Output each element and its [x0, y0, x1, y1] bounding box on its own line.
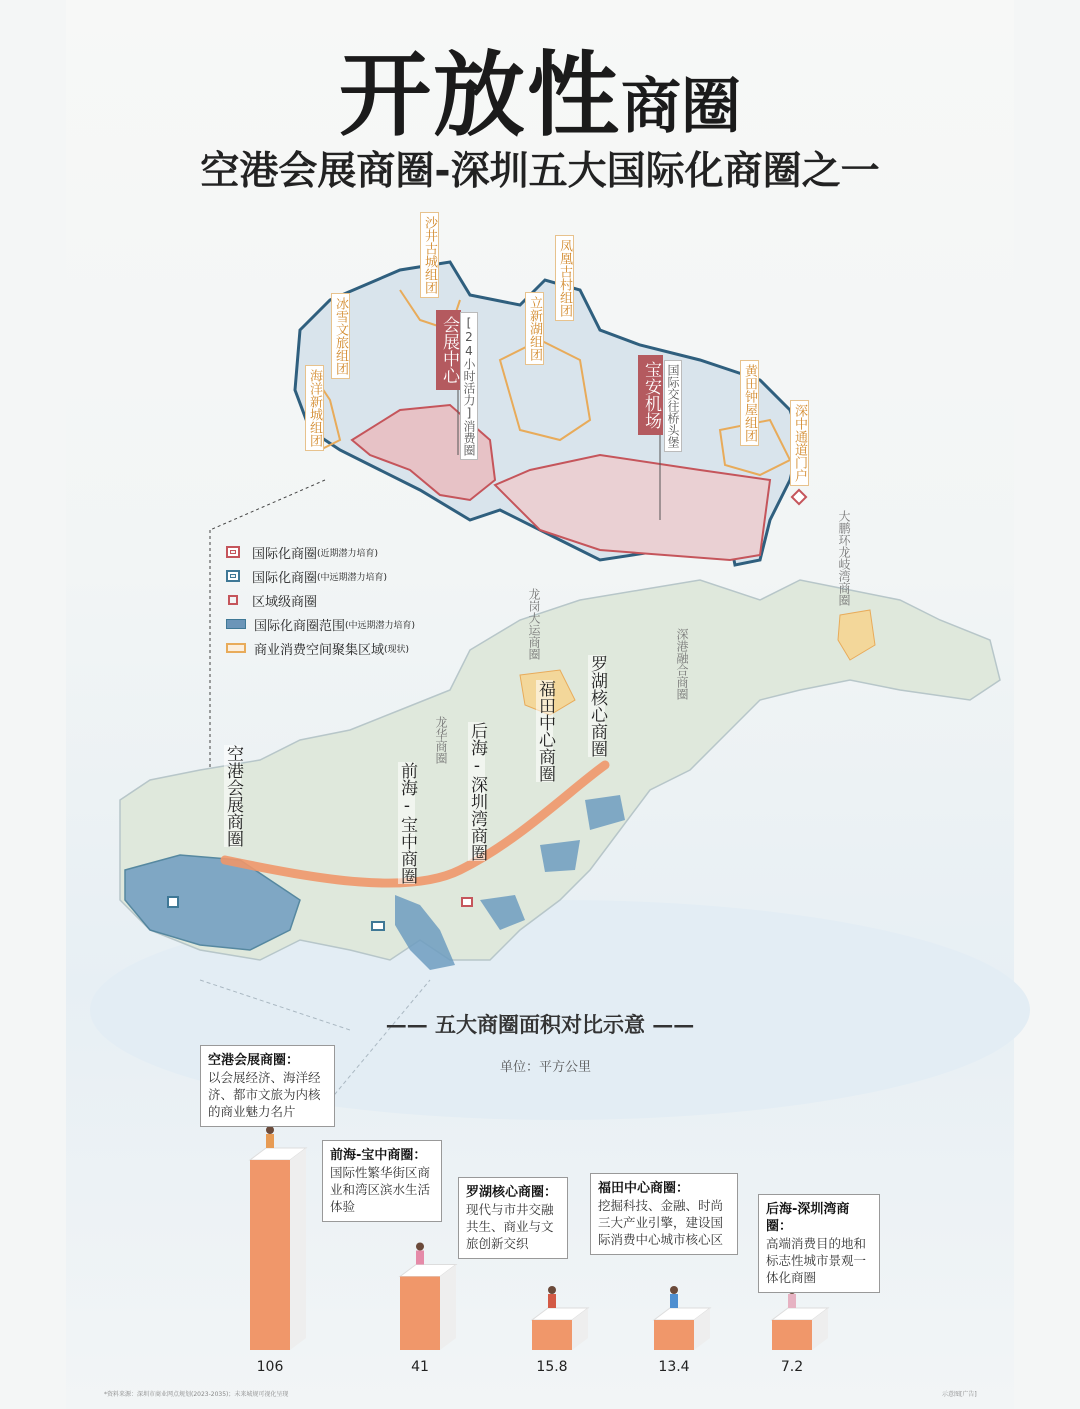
person-icon-body [266, 1134, 274, 1148]
map-label-qianhai: 前海-宝中商圈 [397, 762, 417, 884]
map-label-futian: 福田中心商圈 [535, 680, 555, 782]
bar-value-label: 13.4 [658, 1359, 690, 1375]
legend-note: (中远期潜力培育) [317, 572, 388, 583]
callout-qianhai [322, 1140, 442, 1222]
legend-label: 国际化商圈 [252, 546, 318, 562]
callout-text: 挖掘科技、金融、时尚三大产业引擎，建设国际消费中心城市核心区 [598, 1198, 724, 1247]
footnote: *资料来源：深圳市商业网点规划(2023-2035)；未来城规可视化呈现 [104, 1391, 289, 1398]
map-label-airport: 空港会展商圈 [223, 745, 243, 847]
callout-futian [590, 1173, 738, 1255]
map-label-longhua: 龙华商圈 [434, 716, 448, 764]
map-label-dapeng: 大鹏环龙岐湾商圈 [837, 510, 851, 606]
tag-bingxue: 冰雪文旅组团 [331, 293, 350, 379]
person-icon [670, 1286, 678, 1294]
callout-title: 前海-宝中商圈： [330, 1148, 427, 1163]
callout-title: 后海-深圳湾商圈： [766, 1202, 850, 1234]
tag-lixinhu: 立新湖组团 [525, 292, 544, 365]
tag-airport: 宝安机场 [638, 355, 663, 435]
tag-expo-center: 会展中心 [436, 310, 461, 390]
map-label-longgang: 龙岗大运商圈 [527, 588, 541, 660]
callout-airport [200, 1045, 335, 1127]
tag-international: 国际交往桥头堡 [664, 360, 682, 452]
person-icon [416, 1243, 424, 1251]
callout-title: 福田中心商圈： [598, 1181, 690, 1196]
bar-value-label: 106 [256, 1359, 284, 1375]
callout-houhai [758, 1194, 880, 1293]
bar-side-face [440, 1265, 456, 1350]
bar-value-label: 15.8 [536, 1359, 568, 1375]
chart-title: —— 五大商圈面积对比示意 —— [385, 1012, 695, 1037]
callout-text: 以会展经济、海洋经济、都市文旅为内核的商业魅力名片 [208, 1070, 321, 1119]
chart-unit: 单位：平方公里 [500, 1060, 592, 1075]
bar [772, 1320, 812, 1350]
legend-note: (近期潜力培育) [317, 548, 379, 559]
tag-24h: [24小时活力]消费圈 [460, 312, 478, 460]
legend-note: (现状) [384, 644, 410, 655]
legend-note: (中远期潜力培育) [345, 620, 416, 631]
tag-shenzhong: 深中通道门户 [790, 400, 809, 486]
person-icon-body [416, 1251, 424, 1265]
bar-value-label: 7.2 [780, 1359, 804, 1375]
bar [532, 1320, 572, 1350]
title-main: 开放性 [338, 41, 621, 149]
person-icon-body [788, 1294, 796, 1308]
map-label-shengang: 深港融合商圈 [675, 628, 689, 700]
title-suffix: 商圈 [621, 72, 741, 142]
person-icon-body [548, 1294, 556, 1308]
bar [654, 1320, 694, 1350]
callout-text: 国际性繁华街区商业和湾区滨水生活体验 [330, 1165, 431, 1214]
callout-title: 空港会展商圈： [208, 1053, 300, 1068]
legend-label: 国际化商圈 [252, 570, 318, 586]
callout-luohu [458, 1177, 568, 1259]
tag-huangtian: 黄田钟屋组团 [740, 360, 759, 446]
legend-label: 国际化商圈范围 [254, 618, 346, 634]
callout-text: 高端消费目的地和标志性城市景观一体化商圈 [766, 1236, 867, 1285]
callout-title: 罗湖核心商圈： [466, 1185, 558, 1200]
footnote-right: 示意图[广告] [942, 1391, 977, 1398]
person-icon [548, 1286, 556, 1294]
legend-label: 区域级商圈 [252, 594, 318, 610]
bar-side-face [290, 1148, 306, 1350]
tag-haiyang: 海洋新城组团 [305, 365, 324, 451]
tag-fenghuang: 凤凰古村组团 [555, 235, 574, 321]
callout-text: 现代与市井交融共生、商业与文旅创新交织 [466, 1202, 554, 1251]
bar [400, 1277, 440, 1350]
person-icon-body [670, 1294, 678, 1308]
tag-shajing: 沙井古城组团 [420, 212, 439, 298]
legend-label: 商业消费空间聚集区域 [254, 642, 385, 658]
bar-value-label: 41 [411, 1359, 429, 1375]
map-label-luohu: 罗湖核心商圈 [587, 655, 607, 757]
person-icon [266, 1126, 274, 1134]
bar [250, 1160, 290, 1350]
page-subtitle: 空港会展商圈-深圳五大国际化商圈之一 [200, 149, 880, 194]
map-label-houhai: 后海-深圳湾商圈 [467, 722, 487, 861]
